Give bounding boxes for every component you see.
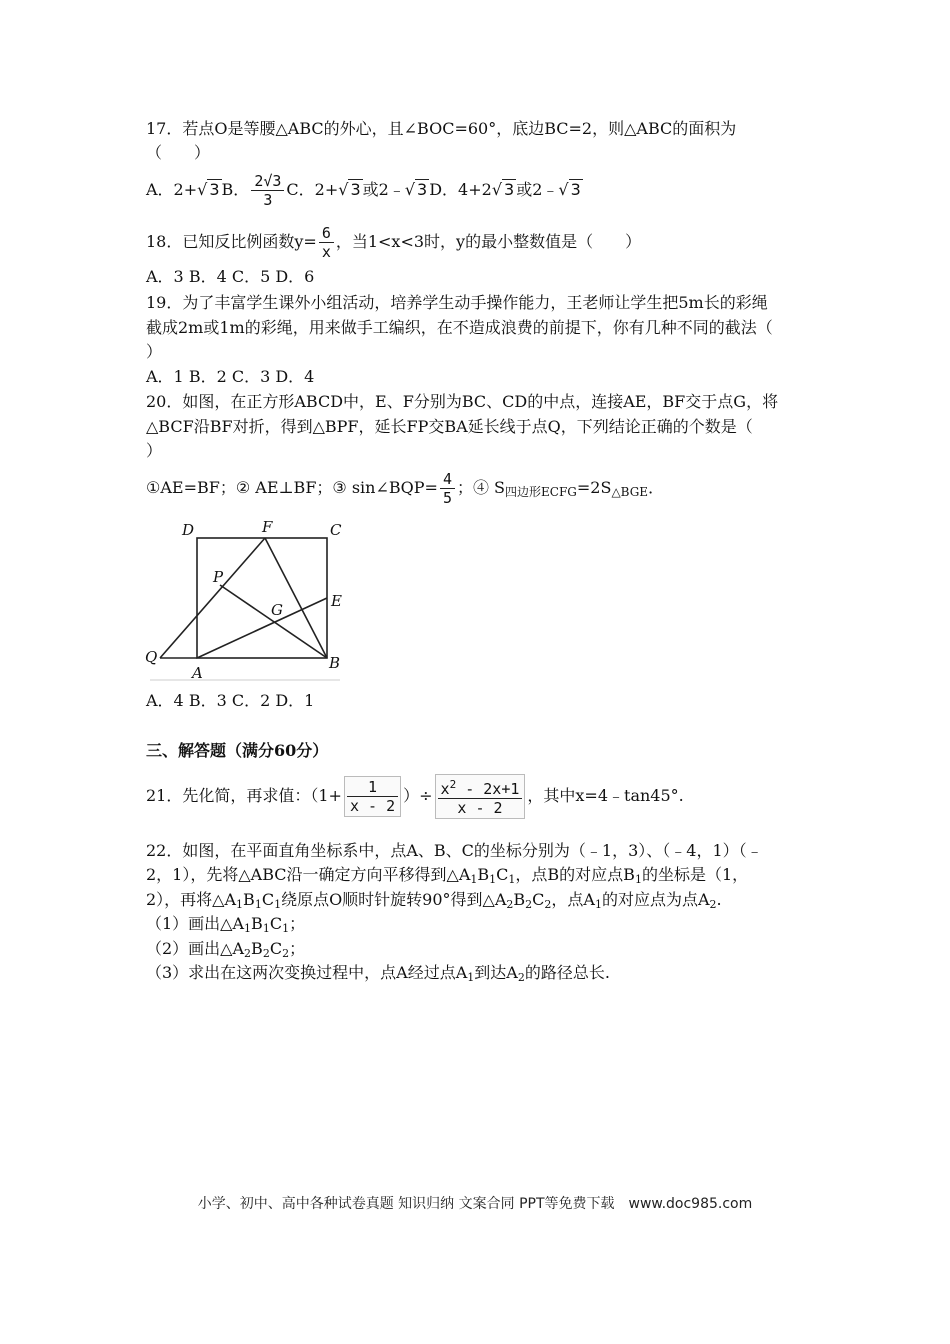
segment-ae [197, 598, 327, 658]
label-q: Q [145, 648, 158, 666]
q21-fraction-2: $\frac{x^2 - 2x+1}{x - 2}$ [435, 774, 526, 819]
q19-options: A．1 B．2 C．3 D．4 [146, 367, 315, 386]
sqrt-3: √ 3 [491, 180, 515, 199]
label-a: A [192, 664, 203, 682]
q21-fraction-1: $\frac{1}{x - 2}$ [344, 776, 401, 817]
q17-opt-a-prefix: A．2+ [146, 180, 198, 199]
q17-paren: （ ） [146, 143, 211, 162]
section-3-title: 三、解答题（满分60分） [146, 741, 329, 760]
label-p: P [213, 568, 224, 586]
q17-opt-b-fraction: $\frac{2√3}{3}$ [251, 172, 284, 209]
q22-line1: 22．如图，在平面直角坐标系中，点A、B、C的坐标分别为（﹣1，3）、（﹣4，1）（﹣ [146, 841, 763, 860]
q19-line2: 截成2m或1m的彩绳，用来做手工编织，在不造成浪费的前提下，你有几种不同的截法（ [146, 318, 773, 337]
q19-line3: ） [146, 342, 163, 361]
sqrt-3: √ 3 [404, 180, 428, 199]
q18-stem: 18．已知反比例函数y= $\frac{6}{x}$ ，当1<x<3时，y的最小整数值是（ ） [146, 224, 642, 261]
label-e: E [331, 592, 342, 610]
label-f: F [262, 518, 273, 536]
q17-opt-c-mid: 或2﹣ [362, 180, 405, 199]
q17-opt-d-mid: 或2﹣ [516, 180, 559, 199]
q20-statements: ①AE=BF；② AE⊥BF；③ sin∠BQP= $\frac{4}{5}$ ；④ $S_{四边形ECFG}=2S_{\triangle BGE}$． [146, 470, 665, 507]
square-abcd [197, 538, 327, 658]
q22-part2: （2）画出$\triangle A_2B_2C_2$； [146, 939, 306, 960]
q22-part3: （3）求出在这两次变换过程中，点A经过点$A_1$到达$A_2$的路径总长. [146, 963, 610, 984]
q20-line3: ） [146, 441, 163, 460]
q17-opt-b-prefix: B． [221, 180, 250, 199]
label-c: C [330, 521, 342, 539]
q21-stem: 21．先化简，再求值：（1+ $\frac{1}{x - 2}$ ）÷ $\frac{x^2 - 2x+1}{x - 2}$ ，其中x=4﹣tan45°. [146, 768, 684, 824]
sqrt-3: √ 3 [558, 180, 581, 199]
q17-opt-d-prefix: D．4+2 [429, 180, 492, 199]
label-d: D [182, 521, 195, 539]
q22-line2: 2，1），先将△ABC沿一确定方向平移得到$\triangle A_1B_1C_1$，点B的对应点$B_1$的坐标是（1， [146, 865, 749, 886]
q17-stem: 17．若点O是等腰△ABC的外心，且∠BOC=60°，底边BC=2，则△ABC的面积为 [146, 119, 737, 138]
q17-opt-c-prefix: C．2+ [286, 180, 339, 199]
segment-pb [220, 585, 327, 658]
q20-line1: 20．如图，在正方形ABCD中，E、F分别为BC、CD的中点，连接AE，BF交于点G，将 [146, 392, 779, 411]
q19-line1: 19．为了丰富学生课外小组活动，培养学生动手操作能力，王老师让学生把5m长的彩绳 [146, 293, 768, 312]
q20-fraction: $\frac{4}{5}$ [440, 470, 455, 507]
label-b: B [329, 654, 341, 672]
q20-options: A．4 B．3 C．2 D．1 [146, 691, 315, 710]
label-g: G [271, 601, 283, 619]
segment-qf [160, 538, 265, 658]
segment-fb [265, 538, 327, 658]
q20-geometry-figure [140, 515, 350, 685]
q20-line2: △BCF沿BF对折，得到△BPF，延长FP交BA延长线于点Q，下列结论正确的个数是（ [146, 417, 753, 436]
q18-options: A．3 B．4 C．5 D．6 [146, 267, 315, 286]
sqrt-3: √ 3 [197, 180, 220, 199]
q17-options [146, 170, 583, 210]
q22-line3: 2），再将$\triangle A_1B_1C_1$绕原点O顺时针旋转90°得到$\triangle A_2B_2C_2$，点$A_1$的对应点为点$A_2$. [146, 890, 722, 911]
sqrt-3: √ 3 [338, 180, 361, 199]
q22-part1: （1）画出$\triangle A_1B_1C_1$； [146, 914, 306, 935]
q18-fraction: $\frac{6}{x}$ [319, 224, 334, 261]
page-footer: 小学、初中、高中各种试卷真题 知识归纳 文案合同 PPT等免费下载 www.doc985.com [197, 1196, 753, 1212]
